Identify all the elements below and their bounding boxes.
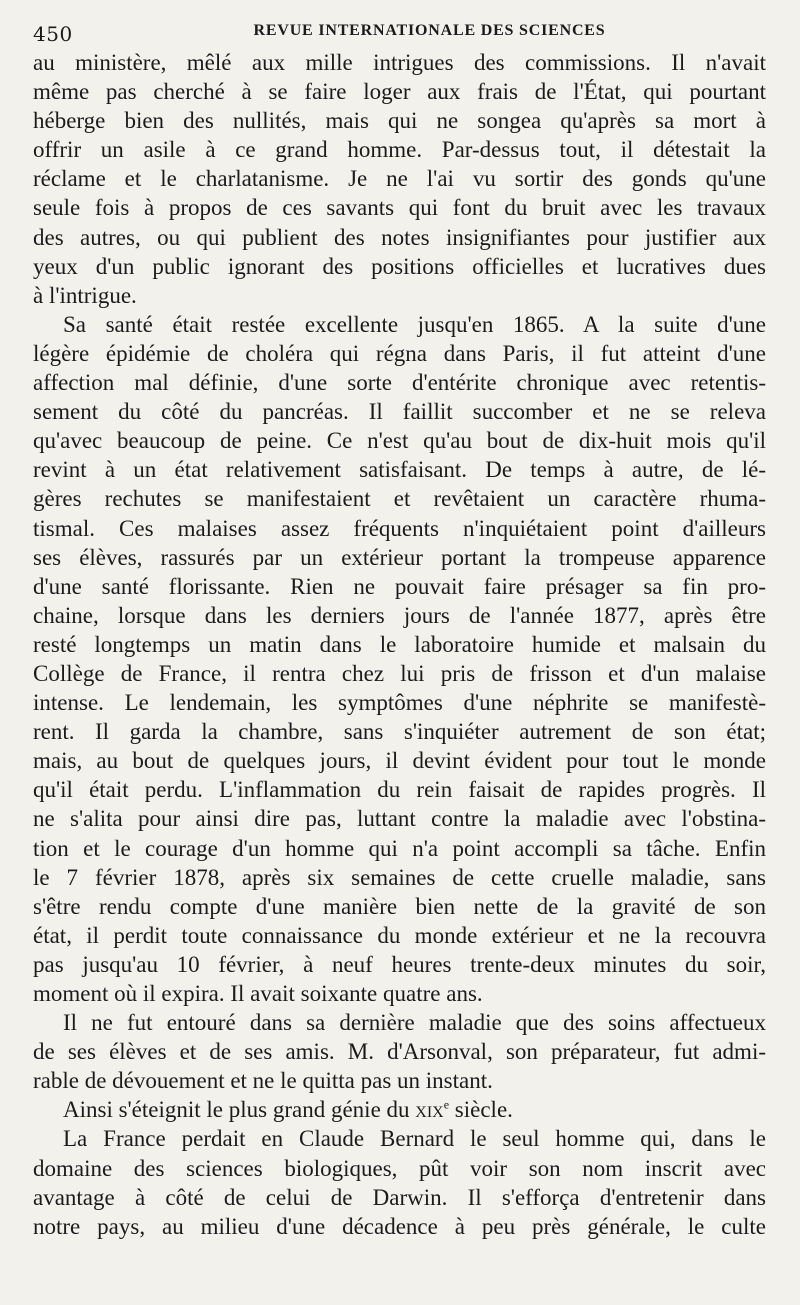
text-line: pas jusqu'au 10 février, à neuf heures trente-deux minutes du soir, bbox=[33, 951, 766, 977]
text-fragment: siècle. bbox=[449, 1097, 513, 1123]
text-line: moment où il expira. Il avait soixante quatre ans. bbox=[33, 981, 483, 1006]
century-numeral: xix bbox=[415, 1097, 444, 1123]
paragraph bbox=[33, 1124, 766, 1240]
text-line: La France perdait en Claude Bernard le seul homme qui, dans le bbox=[63, 1126, 766, 1152]
text-line: yeux d'un public ignorant des positions officielles et lucratives dues bbox=[33, 253, 766, 279]
text-line: revint à un état relativement satisfaisant. De temps à autre, de lé- bbox=[33, 457, 766, 483]
text-line: héberge bien des nullités, mais qui ne songea qu'après sa mort à bbox=[33, 108, 766, 134]
text-line: resté longtemps un matin dans le laboratoire humide et malsain du bbox=[33, 631, 766, 657]
text-line: intense. Le lendemain, les symptômes d'une néphrite se manifestè- bbox=[33, 690, 766, 716]
text-line: gères rechutes se manifestaient et revêtaient un caractère rhuma- bbox=[33, 486, 766, 512]
text-line: légère épidémie de choléra qui régna dans Paris, il fut atteint d'une bbox=[33, 340, 766, 366]
text-line: s'être rendu compte d'une manière bien nette de la gravité de son bbox=[33, 893, 766, 919]
paragraph bbox=[33, 1008, 766, 1095]
text-line: réclame et le charlatanisme. Je ne l'ai vu sortir des gonds qu'une bbox=[33, 166, 766, 192]
text-line: chaine, lorsque dans les derniers jours de l'année 1877, après être bbox=[33, 602, 766, 628]
text-line: Il ne fut entouré dans sa dernière maladie que des soins affectueux bbox=[63, 1010, 766, 1036]
text-line bbox=[33, 1095, 766, 1124]
text-line: domaine des sciences biologiques, pût voir son nom inscrit avec bbox=[33, 1155, 766, 1181]
text-line: au ministère, mêlé aux mille intrigues des commissions. Il n'avait bbox=[33, 50, 766, 75]
body-text bbox=[33, 48, 766, 1241]
text-line: ne s'alita pour ainsi dire pas, luttant contre la maladie avec l'obstina- bbox=[33, 806, 766, 832]
text-line: le 7 février 1878, après six semaines de cette cruelle maladie, sans bbox=[33, 864, 766, 890]
text-line: affection mal définie, d'une sorte d'entérite chronique avec retentis- bbox=[33, 370, 766, 396]
text-line: seule fois à propos de ces savants qui font du bruit avec les travaux bbox=[33, 195, 766, 221]
paragraph bbox=[33, 48, 766, 310]
paragraph bbox=[33, 310, 766, 1008]
text-line: tion et le courage d'un homme qui n'a point accompli sa tâche. Enfin bbox=[33, 835, 766, 861]
paragraph bbox=[33, 1095, 766, 1124]
text-line: ses élèves, rassurés par un extérieur portant la trompeuse apparence bbox=[33, 544, 766, 570]
text-line: Collège de France, il rentra chez lui pris de frisson et d'un malaise bbox=[33, 660, 766, 686]
text-line: de ses élèves et de ses amis. M. d'Arsonval, son préparateur, fut admi- bbox=[33, 1039, 766, 1065]
page-number: 450 bbox=[33, 22, 73, 46]
text-line: sement du côté du pancréas. Il faillit succomber et ne se releva bbox=[33, 399, 766, 425]
text-line: d'une santé florissante. Rien ne pouvait faire présager sa fin pro- bbox=[33, 573, 766, 599]
text-line: mais, au bout de quelques jours, il devint évident pour tout le monde bbox=[33, 748, 766, 774]
text-line: rable de dévouement et ne le quitta pas un instant. bbox=[33, 1068, 493, 1094]
text-fragment: Ainsi s'éteignit le plus grand génie du bbox=[63, 1097, 416, 1123]
text-line: tismal. Ces malaises assez fréquents n'inquiétaient point d'ailleurs bbox=[33, 515, 766, 541]
text-line: état, il perdit toute connaissance du monde extérieur et ne la recouvra bbox=[33, 922, 766, 948]
text-line: des autres, ou qui publient des notes insignifiantes pour justifier aux bbox=[33, 224, 766, 250]
text-line: rent. Il garda la chambre, sans s'inquiéter autrement de son état; bbox=[33, 719, 766, 745]
running-title: REVUE INTERNATIONALE DES SCIENCES bbox=[253, 22, 606, 39]
text-line: notre pays, au milieu d'une décadence à peu près générale, le culte bbox=[33, 1213, 766, 1239]
century-superscript: e bbox=[443, 1097, 450, 1112]
text-line: qu'il était perdu. L'inflammation du rein faisait de rapides progrès. Il bbox=[33, 777, 766, 803]
text-line: avantage à côté de celui de Darwin. Il s'efforça d'entretenir dans bbox=[33, 1184, 766, 1210]
text-line: qu'avec beaucoup de peine. Ce n'est qu'au bout de dix-huit mois qu'il bbox=[33, 428, 766, 454]
text-line: même pas cherché à se faire loger aux frais de l'État, qui pourtant bbox=[33, 79, 766, 105]
text-line: Sa santé était restée excellente jusqu'en 1865. A la suite d'une bbox=[63, 311, 766, 337]
text-line: offrir un asile à ce grand homme. Par-dessus tout, il détestait la bbox=[33, 137, 766, 163]
text-line: à l'intrigue. bbox=[33, 282, 137, 308]
page-header bbox=[33, 16, 766, 44]
